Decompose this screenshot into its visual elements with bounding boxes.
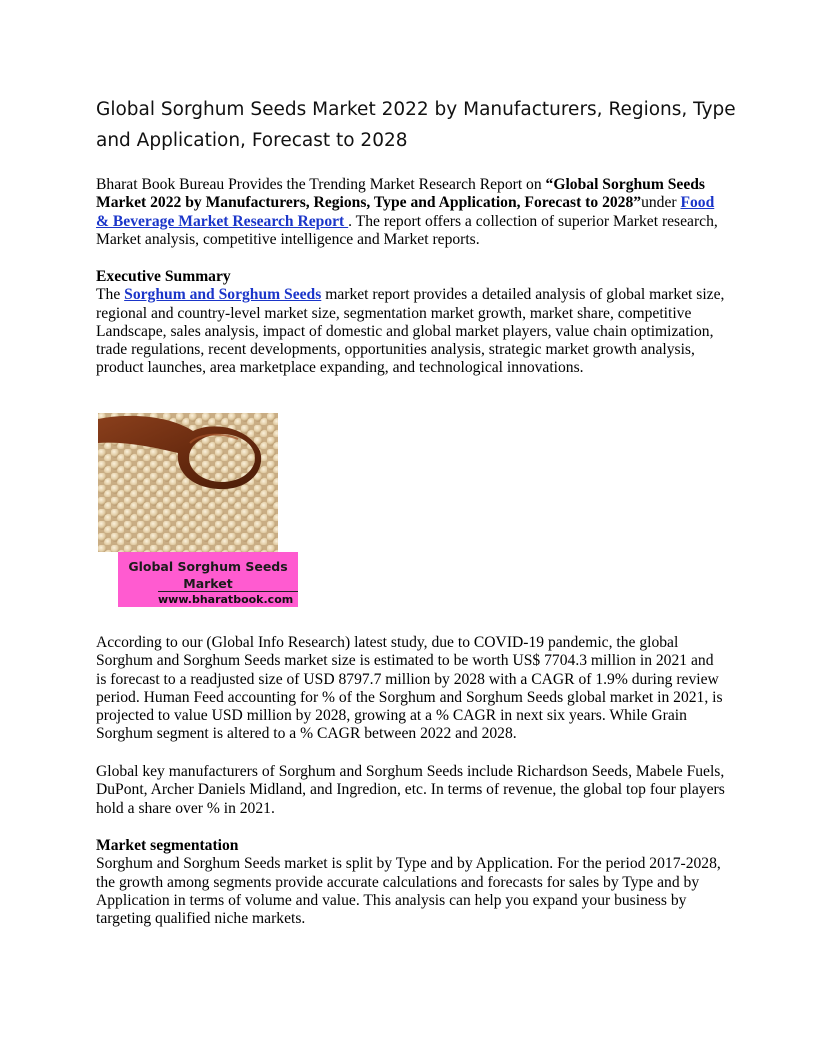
intro-text-under: under — [641, 194, 681, 212]
sorghum-photo-graphic — [98, 413, 278, 552]
intro-text-after: . The report offers a collection of superior Market research, Market analysis, competitive intelligence and Market reports. — [96, 212, 718, 248]
manufacturers-paragraph: Global key manufacturers of Sorghum and Sorghum Seeds include Richardson Seeds, Mabele Fuels, DuPont, Archer Daniels Midland, and Ingredion, etc. In terms of revenue, the global top four players hold a share over % in 2021. — [96, 763, 725, 817]
sorghum-seeds-link[interactable]: Sorghum and Sorghum Seeds — [124, 286, 322, 304]
intro-report-title: “Global Sorghum Seeds Market 2022 by Manufacturers, Regions, Type and Application, Forecast to 2028” — [96, 176, 705, 212]
intro-text-before: Bharat Book Bureau Provides the Trending Market Research Report on — [96, 176, 546, 193]
executive-summary-heading: Executive Summary — [96, 268, 231, 285]
segmentation-section — [96, 837, 726, 928]
page-title: Global Sorghum Seeds Market 2022 by Manufacturers, Regions, Type and Application, Forecast to 2028 — [96, 99, 736, 151]
banner-url: www.bharatbook.com — [158, 591, 298, 606]
sorghum-seeds-image — [98, 413, 298, 607]
exec-text-after: market report provides a detailed analysis of global market size, regional and country-level market size, segmentation market growth, market share, competitive Landscape, sales analysis, impact of domestic and global market players, value chain optimization, trade regulations, recent developments, opportunities analysis, strategic market growth analysis, product launches, area marketplace expanding, and technological innovations. — [96, 286, 725, 377]
market-banner — [118, 552, 298, 607]
executive-summary-section — [96, 268, 726, 378]
intro-paragraph — [96, 176, 726, 249]
segmentation-text: Sorghum and Sorghum Seeds market is split by Type and by Application. For the period 2017-2028, the growth among segments provide accurate calculations and forecasts for sales by Type and by Application in terms of volume and value. This analysis can help you expand your business by targeting qualified niche markets. — [96, 855, 721, 928]
food-beverage-report-link[interactable]: Food & Beverage Market Research Report — [96, 194, 715, 230]
banner-title: Global Sorghum Seeds Market — [128, 559, 288, 591]
sorghum-photo — [98, 413, 278, 552]
exec-text-before: The — [96, 286, 125, 304]
segmentation-heading: Market segmentation — [96, 837, 239, 854]
study-paragraph: According to our (Global Info Research) latest study, due to COVID-19 pandemic, the global Sorghum and Sorghum Seeds market size is estimated to be worth US$ 7704.3 million in 2021 and is forecast to a readjusted size of USD 8797.7 million by 2028 with a CAGR of 1.9% during review period. Human Feed accounting for % of the Sorghum and Sorghum Seeds global market in 2021, is projected to value USD million by 2028, growing at a % CAGR in next six years. While Grain Sorghum segment is altered to a % CAGR between 2022 and 2028. — [96, 634, 723, 743]
